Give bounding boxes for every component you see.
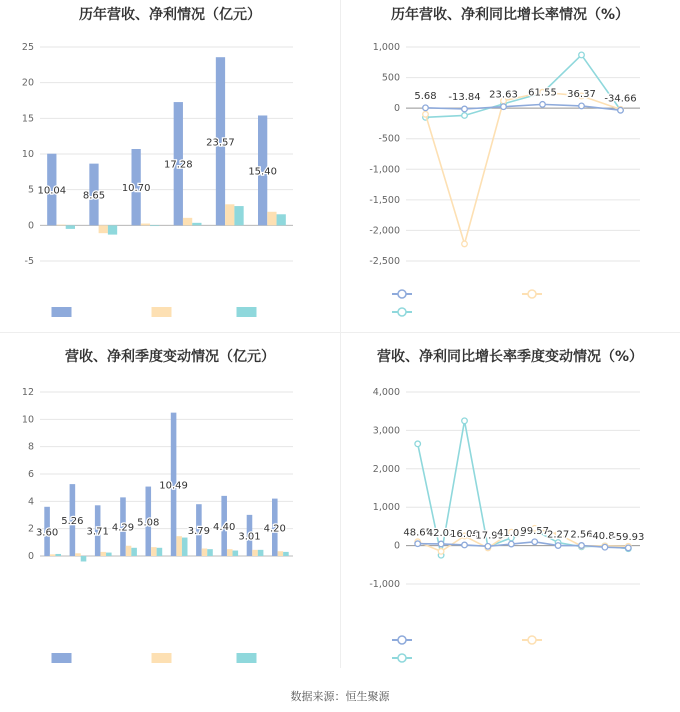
- legend-swatch: [237, 653, 257, 663]
- data-point: [462, 106, 468, 112]
- bar: [176, 536, 182, 556]
- data-point: [555, 543, 561, 549]
- bar: [234, 206, 243, 225]
- annual-growth-rate-chart: [340, 0, 680, 332]
- y-tick-label: 4: [27, 496, 34, 508]
- y-tick-label: 500: [381, 72, 400, 84]
- bar: [55, 554, 61, 556]
- bar: [108, 225, 117, 234]
- data-label: 2.56: [570, 529, 593, 541]
- data-label: -59.93: [612, 531, 645, 543]
- y-tick-label: -2,500: [369, 256, 400, 267]
- bar: [75, 553, 81, 556]
- bar: [183, 218, 192, 225]
- data-label: 4.40: [213, 521, 236, 533]
- bar: [277, 214, 286, 225]
- y-tick-label: 0: [393, 103, 400, 115]
- bar: [233, 551, 239, 556]
- y-tick-label: -5: [24, 256, 34, 267]
- chart-title: 历年营收、净利同比增长率情况（%）: [390, 7, 630, 23]
- data-point: [462, 241, 468, 247]
- data-point: [415, 441, 421, 447]
- bar: [99, 225, 108, 233]
- data-label: 99.57: [520, 525, 550, 537]
- y-tick-label: 3,000: [372, 425, 400, 437]
- data-label: 8.65: [82, 190, 106, 202]
- horizontal-divider: [0, 332, 680, 333]
- data-point: [626, 545, 632, 551]
- bar: [157, 548, 163, 556]
- data-label: 4.20: [263, 523, 286, 535]
- quarterly-revenue-profit-chart: [0, 340, 340, 680]
- data-point: [462, 418, 468, 424]
- data-label: 10.70: [121, 183, 151, 195]
- data-point: [423, 111, 429, 117]
- data-point: [602, 544, 608, 550]
- y-tick-label: 6: [27, 469, 34, 480]
- data-label: 15.40: [248, 166, 277, 178]
- y-tick-label: 20: [21, 77, 34, 89]
- y-tick-label: 0: [27, 551, 34, 562]
- legend-marker: [528, 290, 536, 298]
- bar: [267, 212, 276, 226]
- data-point: [501, 104, 507, 110]
- data-point: [415, 541, 421, 547]
- series-line: [418, 542, 629, 548]
- y-tick-label: 1,000: [372, 502, 400, 514]
- data-point: [540, 102, 546, 108]
- data-label: 23.57: [206, 137, 235, 149]
- y-tick-label: 15: [21, 113, 34, 125]
- y-tick-label: 25: [21, 42, 34, 53]
- y-tick-label: -2,000: [369, 225, 400, 237]
- legend-marker: [398, 290, 406, 298]
- legend-swatch: [152, 307, 172, 317]
- legend-marker: [528, 636, 536, 644]
- data-label: 36.37: [567, 88, 596, 100]
- bar: [66, 225, 75, 229]
- data-label: 3.71: [86, 526, 109, 538]
- data-point: [462, 113, 468, 119]
- annual-growth-rate-svg: [340, 0, 680, 332]
- bar: [252, 550, 258, 556]
- data-label: 41.01: [496, 528, 526, 540]
- data-label: 42.02: [426, 527, 456, 539]
- bar: [182, 538, 188, 556]
- data-point: [462, 542, 468, 548]
- data-label: 3.60: [35, 527, 59, 539]
- data-label: 5.26: [61, 516, 84, 528]
- bar: [141, 224, 150, 226]
- quarterly-revenue-profit-svg: [0, 340, 340, 680]
- data-label: 23.63: [489, 89, 518, 101]
- data-source: 数据来源：恒生聚源: [290, 690, 390, 703]
- legend-marker: [398, 308, 406, 316]
- legend-swatch: [52, 653, 72, 663]
- data-label: 61.55: [528, 87, 557, 99]
- bar: [106, 553, 112, 556]
- bar: [150, 225, 159, 226]
- y-tick-label: -500: [378, 133, 400, 145]
- data-label: 10.04: [37, 185, 67, 197]
- bar: [151, 547, 157, 556]
- data-label: 2.27: [546, 529, 570, 541]
- bar: [56, 225, 65, 226]
- bar: [192, 223, 201, 225]
- series-line: [426, 104, 621, 110]
- bar: [100, 552, 106, 556]
- data-label: 4.29: [111, 522, 135, 534]
- y-tick-label: 0: [393, 540, 400, 552]
- data-point: [618, 107, 624, 113]
- chart-title: 营收、净利同比增长率季度变动情况（%）: [376, 349, 644, 365]
- chart-title: 历年营收、净利情况（亿元）: [79, 7, 261, 23]
- data-point: [423, 105, 429, 111]
- data-label: -17.99: [471, 530, 505, 542]
- bar: [81, 556, 87, 561]
- y-tick-label: 8: [27, 441, 34, 453]
- legend-swatch: [52, 307, 72, 317]
- chart-title: 营收、净利季度变动情况（亿元）: [65, 349, 275, 365]
- data-label: 3.01: [238, 531, 261, 543]
- y-tick-label: 0: [27, 220, 34, 232]
- data-label: 3.79: [187, 526, 211, 538]
- legend-marker: [398, 654, 406, 662]
- bar: [283, 552, 289, 556]
- data-label: 5.68: [414, 90, 437, 102]
- y-tick-label: 5: [27, 184, 34, 196]
- y-tick-label: 2: [27, 523, 34, 535]
- series-line: [426, 89, 621, 244]
- annual-revenue-profit-chart: [0, 0, 340, 332]
- data-label: 17.28: [163, 159, 193, 171]
- data-label: -34.66: [604, 93, 637, 105]
- data-label: -40.83: [588, 531, 622, 543]
- data-point: [579, 52, 585, 58]
- y-tick-label: -1,500: [369, 194, 400, 206]
- data-label: 16.06: [450, 528, 479, 540]
- y-tick-label: 2,000: [372, 463, 400, 475]
- quarterly-growth-rate-chart: [340, 340, 680, 680]
- legend-swatch: [237, 307, 257, 317]
- data-point: [579, 543, 585, 549]
- data-label: 48.65: [403, 527, 433, 539]
- bar: [126, 546, 132, 556]
- bar: [50, 554, 56, 556]
- bar: [278, 551, 284, 556]
- y-tick-label: 1,000: [372, 42, 400, 53]
- data-label: 5.08: [137, 517, 160, 529]
- y-tick-label: 10: [21, 149, 34, 160]
- legend-swatch: [152, 653, 172, 663]
- data-label: 10.49: [159, 480, 188, 492]
- bar: [202, 548, 208, 556]
- data-point: [579, 103, 585, 109]
- annual-revenue-profit-svg: [0, 0, 340, 332]
- y-tick-label: 12: [21, 387, 34, 398]
- data-point: [438, 541, 444, 547]
- data-point: [485, 543, 491, 549]
- bar: [258, 550, 264, 556]
- bar: [131, 548, 137, 556]
- bar: [207, 549, 213, 556]
- quarterly-growth-rate-svg: [340, 340, 680, 680]
- y-tick-label: 10: [21, 414, 34, 426]
- data-point: [509, 541, 515, 547]
- legend-marker: [398, 636, 406, 644]
- y-tick-label: -1,000: [369, 579, 400, 590]
- y-tick-label: -1,000: [369, 164, 400, 176]
- bar: [225, 204, 234, 225]
- y-tick-label: 4,000: [372, 387, 400, 398]
- data-point: [532, 539, 538, 545]
- data-label: -13.84: [448, 91, 481, 103]
- data-point: [438, 549, 444, 555]
- bar: [227, 549, 233, 556]
